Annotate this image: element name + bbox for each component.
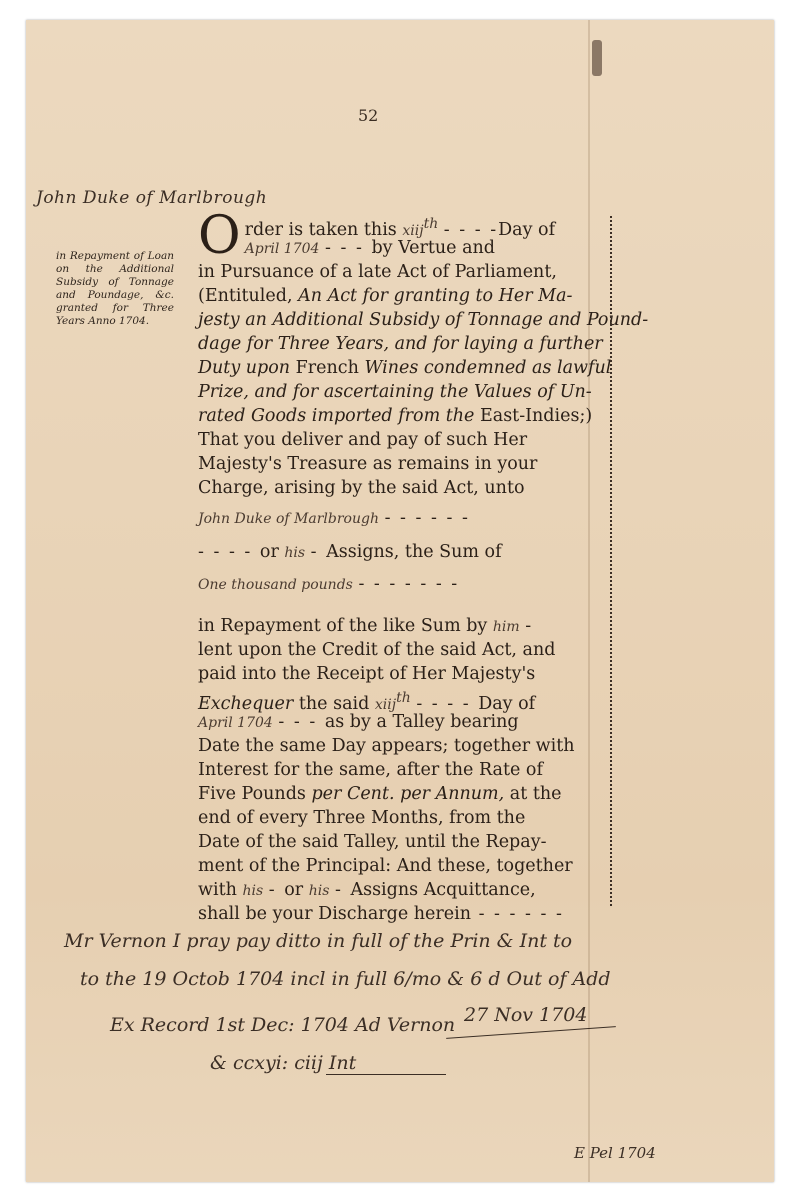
order-line: Date of the said Talley, until the Repay- <box>198 832 547 852</box>
order-line: rder is taken this xiij$^{th}$ - - - -Day of <box>244 216 556 240</box>
order-line: - - - - or his - Assigns, the Sum of <box>198 542 502 562</box>
ink-stain <box>592 40 602 76</box>
drop-cap: O <box>198 206 241 266</box>
handwritten-line: Ex Record 1st Dec: 1704 Ad Vernon <box>110 1014 456 1036</box>
order-line: end of every Three Months, from the <box>198 808 526 828</box>
order-line: That you deliver and pay of such Her <box>198 430 528 450</box>
order-line: Charge, arising by the said Act, unto <box>198 478 525 498</box>
order-line: paid into the Receipt of Her Majesty's <box>198 664 536 684</box>
filled-payee: John Duke of Marlbrough <box>198 511 379 527</box>
right-bracket <box>604 216 612 906</box>
handwritten-date: 27 Nov 1704 <box>464 1004 588 1026</box>
order-line: Prize, and for ascertaining the Values of Un- <box>198 382 592 402</box>
margin-note: in Repayment of Loan on the Additional Subsidy of Tonnage and Poundage, &c. granted for Three Years Anno 1704. <box>56 250 174 327</box>
order-line: ment of the Principal: And these, together <box>198 856 573 876</box>
order-line: (Entituled, An Act for granting to Her Ma- <box>198 286 573 306</box>
handwritten-line: Mr Vernon I pray pay ditto in full of the Prin & Int to <box>64 930 573 952</box>
corner-annotation: E Pel 1704 <box>574 1144 656 1162</box>
order-line: Five Pounds per Cent. per Annum, at the <box>198 784 562 804</box>
order-line: with his - or his - Assigns Acquittance, <box>198 880 536 900</box>
filled-date: April 1704 <box>244 241 320 257</box>
order-line: One thousand pounds - - - - - - - <box>198 574 460 594</box>
order-line: Exchequer the said xiij$^{th}$ - - - - Day of <box>198 690 536 714</box>
order-line: jesty an Additional Subsidy of Tonnage and Pound- <box>198 310 649 330</box>
underline-stroke <box>326 1074 446 1075</box>
payee-heading: John Duke of Marlbrough <box>36 188 268 208</box>
handwritten-line: & ccxyi: ciij Int <box>210 1052 357 1074</box>
strike-line <box>446 1026 616 1039</box>
order-line: dage for Three Years, and for laying a further <box>198 334 603 354</box>
order-line: Majesty's Treasure as remains in your <box>198 454 538 474</box>
order-line: rated Goods imported from the East-Indies;) <box>198 406 593 426</box>
filled-day: xiij <box>402 222 424 239</box>
order-line: lent upon the Credit of the said Act, and <box>198 640 556 660</box>
order-text <box>198 206 649 926</box>
order-line: Interest for the same, after the Rate of <box>198 760 543 780</box>
document-page <box>26 20 774 1182</box>
order-line: in Repayment of the like Sum by him - <box>198 616 534 636</box>
page-number: 52 <box>358 106 379 125</box>
order-line: in Pursuance of a late Act of Parliament, <box>198 262 557 282</box>
order-line: shall be your Discharge herein - - - - - - <box>198 904 564 924</box>
order-line: April 1704 - - - by Vertue and <box>244 238 496 258</box>
order-line: Date the same Day appears; together with <box>198 736 575 756</box>
order-line: John Duke of Marlbrough - - - - - - <box>198 508 470 528</box>
filled-sum: One thousand pounds <box>198 577 353 593</box>
handwritten-line: to the 19 Octob 1704 incl in full 6/mo & 6 d Out of Add <box>80 968 611 990</box>
order-line: Duty upon French Wines condemned as lawful <box>198 358 612 378</box>
order-line: April 1704 - - - as by a Talley bearing <box>198 712 519 732</box>
